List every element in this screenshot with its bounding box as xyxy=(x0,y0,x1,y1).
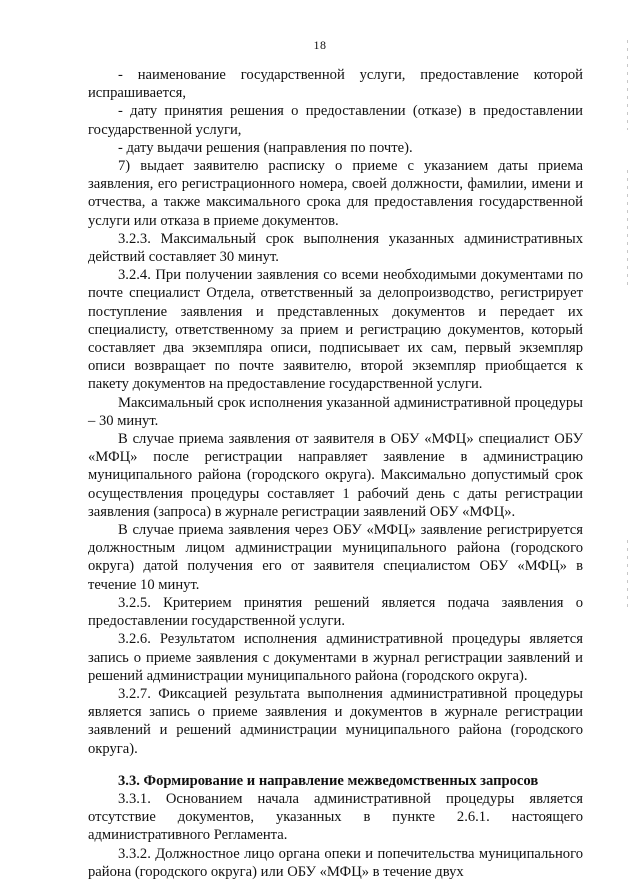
paragraph-service-name: - наименование государственной услуги, предоставление которой испрашивается, xyxy=(88,67,583,102)
scan-margin-mark xyxy=(627,170,628,290)
paragraph-mfc-registration: В случае приема заявления через ОБУ «МФЦ» заявление регистрируется должностным лицом администрации муниципального района (городского округа) датой получения его от заявителя специалистом ОБУ «МФЦ» в течение 10 минут. xyxy=(88,522,583,593)
paragraph-3-2-5: 3.2.5. Критерием принятия решений является подача заявления о предоставлении государственной услуги. xyxy=(88,594,583,630)
paragraph-receipt: 7) выдает заявителю расписку о приеме с указанием даты приема заявления, его регистрационного номера, своей должности, фамилии, имени и отчества, а также максимального срока для предоставления государственной услуги или отказа в приеме документов. xyxy=(88,158,583,229)
paragraph-decision-date: - дату принятия решения о предоставлении (отказе) в предоставлении государственной услуги, xyxy=(88,103,583,138)
page-number: 18 xyxy=(313,38,327,52)
scan-margin-mark xyxy=(627,40,628,130)
section-heading: 3.3. Формирование и направление межведомственных запросов xyxy=(118,772,539,789)
paragraph-3-3-2: 3.3.2. Должностное лицо органа опеки и попечительства муниципального района (городского округа) или ОБУ «МФЦ» в течение двух xyxy=(88,845,583,880)
paragraph-max-term: Максимальный срок исполнения указанной административной процедуры – 30 минут. xyxy=(88,394,583,429)
paragraph-mfc-reception: В случае приема заявления от заявителя в ОБУ «МФЦ» специалист ОБУ «МФЦ» после регистрации направляет заявление в администрацию муниципального района (городского округа). Максимально допустимый срок осуществления процедуры составляет 1 рабочий день с даты регистрации заявления (запроса) в журнале регистрации заявлений ОБУ «МФЦ». xyxy=(88,431,583,520)
section-gap xyxy=(88,758,583,772)
paragraph-3-2-6: 3.2.6. Результатом исполнения административной процедуры является запись о приеме заявления с документами в журнал регистрации заявлений и решений администрации муниципального района (городского округа). xyxy=(88,631,583,684)
document-body xyxy=(88,66,583,881)
paragraph-3-2-7: 3.2.7. Фиксацией результата выполнения административной процедуры является запись о приеме заявления и документов в журнале регистрации заявлений и решений администрации муниципального района (городского округа). xyxy=(88,685,583,757)
paragraph-3-2-3: 3.2.3. Максимальный срок выполнения указанных административных действий составляет 30 минут. xyxy=(88,230,583,266)
paragraph-issue-date: - дату выдачи решения (направления по почте). xyxy=(118,139,413,156)
paragraph-3-2-4: 3.2.4. При получении заявления со всеми необходимыми документами по почте специалист Отдела, ответственный за делопроизводство, регистрирует поступление заявления и представленных документов и передает их специалисту, ответственному за прием и регистрацию документов, который составляет два экземпляра описи, подписывает их сам, первый экземпляр описи возвращает по почте заявителю, второй экземпляр приобщается к пакету документов на предоставление государственной услуги. xyxy=(88,267,583,393)
paragraph-3-3-1: 3.3.1. Основанием начала административной процедуры является отсутствие документов, указанных в пункте 2.6.1. настоящего административного Регламента. xyxy=(88,790,583,844)
scan-margin-mark xyxy=(627,540,628,610)
